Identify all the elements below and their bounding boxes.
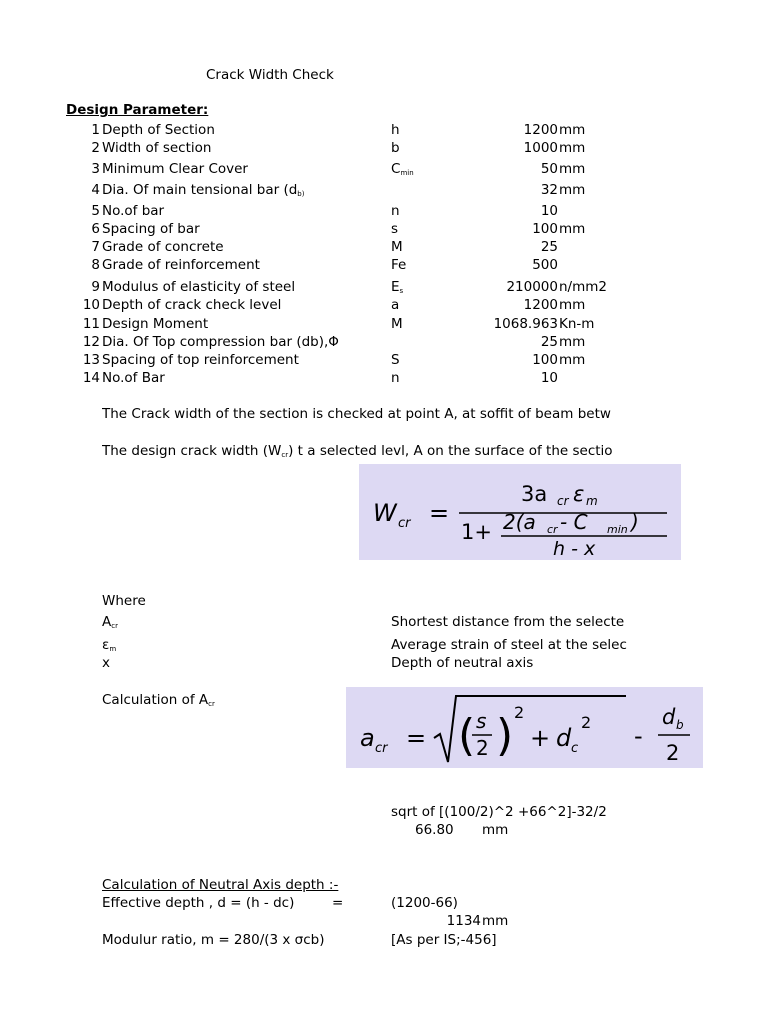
parameter-symbol	[391, 203, 400, 219]
parameter-symbol	[391, 161, 414, 177]
parameter-unit: n/mm2	[559, 279, 607, 295]
parameter-symbol-text: b	[391, 140, 400, 156]
parameter-name-text: Minimum Clear Cover	[102, 161, 248, 177]
parameter-unit: mm	[559, 122, 586, 138]
parameter-name-text: Modulus of elasticity of steel	[102, 279, 296, 295]
parameter-symbol-sub: s	[399, 287, 404, 295]
parameter-symbol	[391, 316, 403, 332]
design-crack-width-paragraph	[102, 443, 636, 459]
effective-depth-unit: mm	[482, 913, 509, 929]
parameter-value: 32	[540, 182, 558, 198]
effective-depth-eq: =	[332, 895, 344, 911]
parameter-unit: mm	[559, 182, 586, 198]
parameter-symbol-text: n	[391, 370, 400, 386]
parameter-name-text: Dia. Of Top compression bar (db),Φ	[102, 334, 339, 350]
crack-width-formula	[359, 464, 681, 560]
wcr-inner-den: h - x	[553, 538, 596, 557]
parameter-symbol-text: Fe	[391, 257, 407, 273]
wcr-inner-mid: - C	[560, 510, 588, 534]
definition-symbol-text: A	[102, 614, 112, 630]
parameter-name-text: No.of Bar	[102, 370, 165, 386]
parameter-unit: mm	[559, 161, 586, 177]
parameter-unit: mm	[559, 140, 586, 156]
parameter-symbol	[391, 370, 400, 386]
parameter-unit: Kn-m	[559, 316, 595, 332]
definition-symbol-sub: m	[109, 645, 117, 653]
acr-expression: sqrt of [(100/2)^2 +66^2]-32/2	[391, 804, 607, 820]
parameter-number: 8	[91, 257, 100, 273]
where-label: Where	[102, 593, 146, 609]
parameter-value: 1000	[523, 140, 558, 156]
parameter-number: 12	[82, 334, 100, 350]
definition-symbol	[102, 637, 116, 653]
parameter-name-text: No.of bar	[102, 203, 165, 219]
acr-plus: +	[529, 723, 550, 752]
definition-symbol	[102, 655, 110, 671]
effective-depth-expr: (1200-66)	[391, 895, 458, 911]
parameter-name	[102, 140, 211, 156]
parameter-name	[102, 334, 339, 350]
acr-unit: mm	[482, 822, 509, 838]
modular-ratio-ref: [As per IS;-456]	[391, 932, 497, 948]
definition-description: Average strain of steel at the selec	[391, 637, 627, 653]
acr-dc: d	[555, 723, 571, 752]
acr-minus: -	[633, 721, 643, 750]
parameter-name	[102, 221, 200, 237]
parameter-symbol-text: n	[391, 203, 400, 219]
wcr-num-sub: cr	[557, 494, 569, 508]
parameter-name-text: Spacing of bar	[102, 221, 200, 237]
page-title: Crack Width Check	[206, 67, 334, 83]
parameter-symbol-text: M	[391, 316, 403, 332]
crack-check-paragraph: The Crack width of the section is checked at point A, at soffit of beam betw	[102, 406, 611, 422]
parameter-name-text: Grade of reinforcement	[102, 257, 260, 273]
parameter-value: 210000	[506, 279, 558, 295]
parameter-unit: mm	[559, 297, 586, 313]
parameter-name-text: Grade of concrete	[102, 239, 224, 255]
parameter-name	[102, 161, 248, 177]
parameter-name-text: Spacing of top reinforcement	[102, 352, 299, 368]
acr-formula	[346, 687, 703, 768]
parameter-value: 100	[532, 221, 558, 237]
acr-dc-sub: c	[570, 740, 578, 756]
acr-paren-close: )	[495, 709, 513, 761]
parameter-value: 10	[540, 370, 558, 386]
parameter-number: 4	[91, 182, 100, 198]
parameter-symbol-text: S	[391, 352, 400, 368]
acr-two: 2	[475, 735, 489, 760]
parameter-symbol-text: h	[391, 122, 400, 138]
parameter-value: 100	[532, 352, 558, 368]
parameter-symbol	[391, 352, 400, 368]
definition-description: Shortest distance from the selecte	[391, 614, 625, 630]
parameter-number: 3	[91, 161, 100, 177]
parameter-value: 500	[532, 257, 558, 273]
parameter-symbol-text: a	[391, 297, 400, 313]
parameter-symbol	[391, 140, 400, 156]
wcr-inner-sub: cr	[547, 523, 558, 536]
parameter-value: 25	[540, 334, 558, 350]
parameter-symbol-text: s	[391, 221, 399, 237]
parameter-name	[102, 257, 260, 273]
parameter-unit: mm	[559, 221, 586, 237]
wcr-inner-sub2: min	[607, 523, 628, 536]
parameter-number: 7	[91, 239, 100, 255]
acr-lhs-sub: cr	[374, 740, 387, 756]
acr-calc-label	[102, 692, 215, 708]
parameter-number: 5	[91, 203, 100, 219]
parameter-value: 50	[540, 161, 558, 177]
parameter-name	[102, 370, 165, 386]
wcr-lhs-sub: cr	[398, 516, 411, 531]
acr-den: 2	[665, 740, 679, 765]
parameter-number: 14	[82, 370, 100, 386]
acr-s: s	[475, 708, 486, 733]
acr-db: d	[661, 704, 675, 729]
acr-calc-sub: cr	[208, 700, 215, 708]
acr-eq: =	[405, 723, 426, 752]
parameter-value: 1200	[523, 122, 558, 138]
wcr-one-plus: 1+	[461, 520, 492, 544]
parameter-number: 2	[91, 140, 100, 156]
parameter-number: 6	[91, 221, 100, 237]
definition-symbol-text: x	[102, 655, 110, 671]
parameter-symbol	[391, 122, 400, 138]
parameter-number: 9	[91, 279, 100, 295]
neutral-axis-heading: Calculation of Neutral Axis depth :-	[102, 877, 339, 893]
parameter-name	[102, 239, 224, 255]
wcr-num-coef: 3a	[521, 482, 548, 506]
parameter-number: 1	[91, 122, 100, 138]
parameter-number: 11	[82, 316, 100, 332]
wcr-inner-num: 2(a	[503, 510, 536, 534]
parameter-unit: mm	[559, 352, 586, 368]
parameter-name	[102, 122, 215, 138]
parameter-symbol	[391, 239, 403, 255]
wcr-lhs: W	[373, 499, 397, 527]
acr-paren-open: (	[457, 709, 475, 761]
parameter-name	[102, 203, 164, 219]
parameter-unit: mm	[559, 334, 586, 350]
effective-depth-value: 1134	[446, 913, 481, 929]
acr-value: 66.80	[415, 822, 454, 838]
parameter-number: 13	[82, 352, 100, 368]
parameter-name-text: Depth of Section	[102, 122, 215, 138]
design-parameter-heading: Design Parameter:	[66, 102, 209, 118]
parameter-name	[102, 316, 208, 332]
parameter-value: 1068.963	[493, 316, 558, 332]
wcr-inner-close: )	[631, 510, 639, 534]
definition-description: Depth of neutral axis	[391, 655, 534, 671]
wcr-eq: =	[429, 499, 450, 527]
parameter-symbol	[391, 257, 406, 273]
effective-depth-label: Effective depth , d = (h - dc)	[102, 895, 295, 911]
parameter-name-sub: b)	[297, 190, 305, 198]
acr-db-sub: b	[675, 717, 684, 732]
parameter-value: 10	[540, 203, 558, 219]
acr-exp: 2	[513, 702, 524, 722]
parameter-name-text: Design Moment	[102, 316, 209, 332]
acr-lhs: a	[359, 723, 375, 752]
parameter-symbol-text: C	[391, 161, 401, 177]
parameter-symbol	[391, 279, 403, 295]
wcr-num-eps-sub: m	[586, 494, 598, 508]
parameter-number: 10	[82, 297, 100, 313]
acr-dc-exp: 2	[580, 712, 591, 732]
parameter-name	[102, 297, 281, 313]
para2-sub: cr	[281, 451, 289, 459]
parameter-name-text: Depth of crack check level	[102, 297, 282, 313]
parameter-symbol-text: E	[391, 279, 400, 295]
parameter-value: 1200	[523, 297, 558, 313]
para2-text: The design crack width (W	[102, 443, 282, 459]
modular-ratio-label: Modulur ratio, m = 280/(3 x σcb)	[102, 932, 325, 948]
parameter-symbol	[391, 297, 399, 313]
parameter-name	[102, 352, 299, 368]
parameter-name-text: Dia. Of main tensional bar (d	[102, 182, 298, 198]
parameter-name	[102, 279, 295, 295]
parameter-symbol-sub: min	[400, 169, 414, 177]
parameter-name-text: Width of section	[102, 140, 212, 156]
definition-symbol-text: ε	[102, 637, 110, 653]
wcr-num-eps: ε	[573, 482, 585, 506]
para2-text-end: ) t a selected levl, A on the surface of the sectio	[288, 443, 613, 459]
parameter-symbol-text: M	[391, 239, 403, 255]
acr-calc-text: Calculation of A	[102, 692, 209, 708]
parameter-name	[102, 182, 304, 198]
definition-symbol	[102, 614, 118, 630]
parameter-symbol	[391, 221, 398, 237]
parameter-value: 25	[540, 239, 558, 255]
definition-symbol-sub: cr	[111, 622, 118, 630]
